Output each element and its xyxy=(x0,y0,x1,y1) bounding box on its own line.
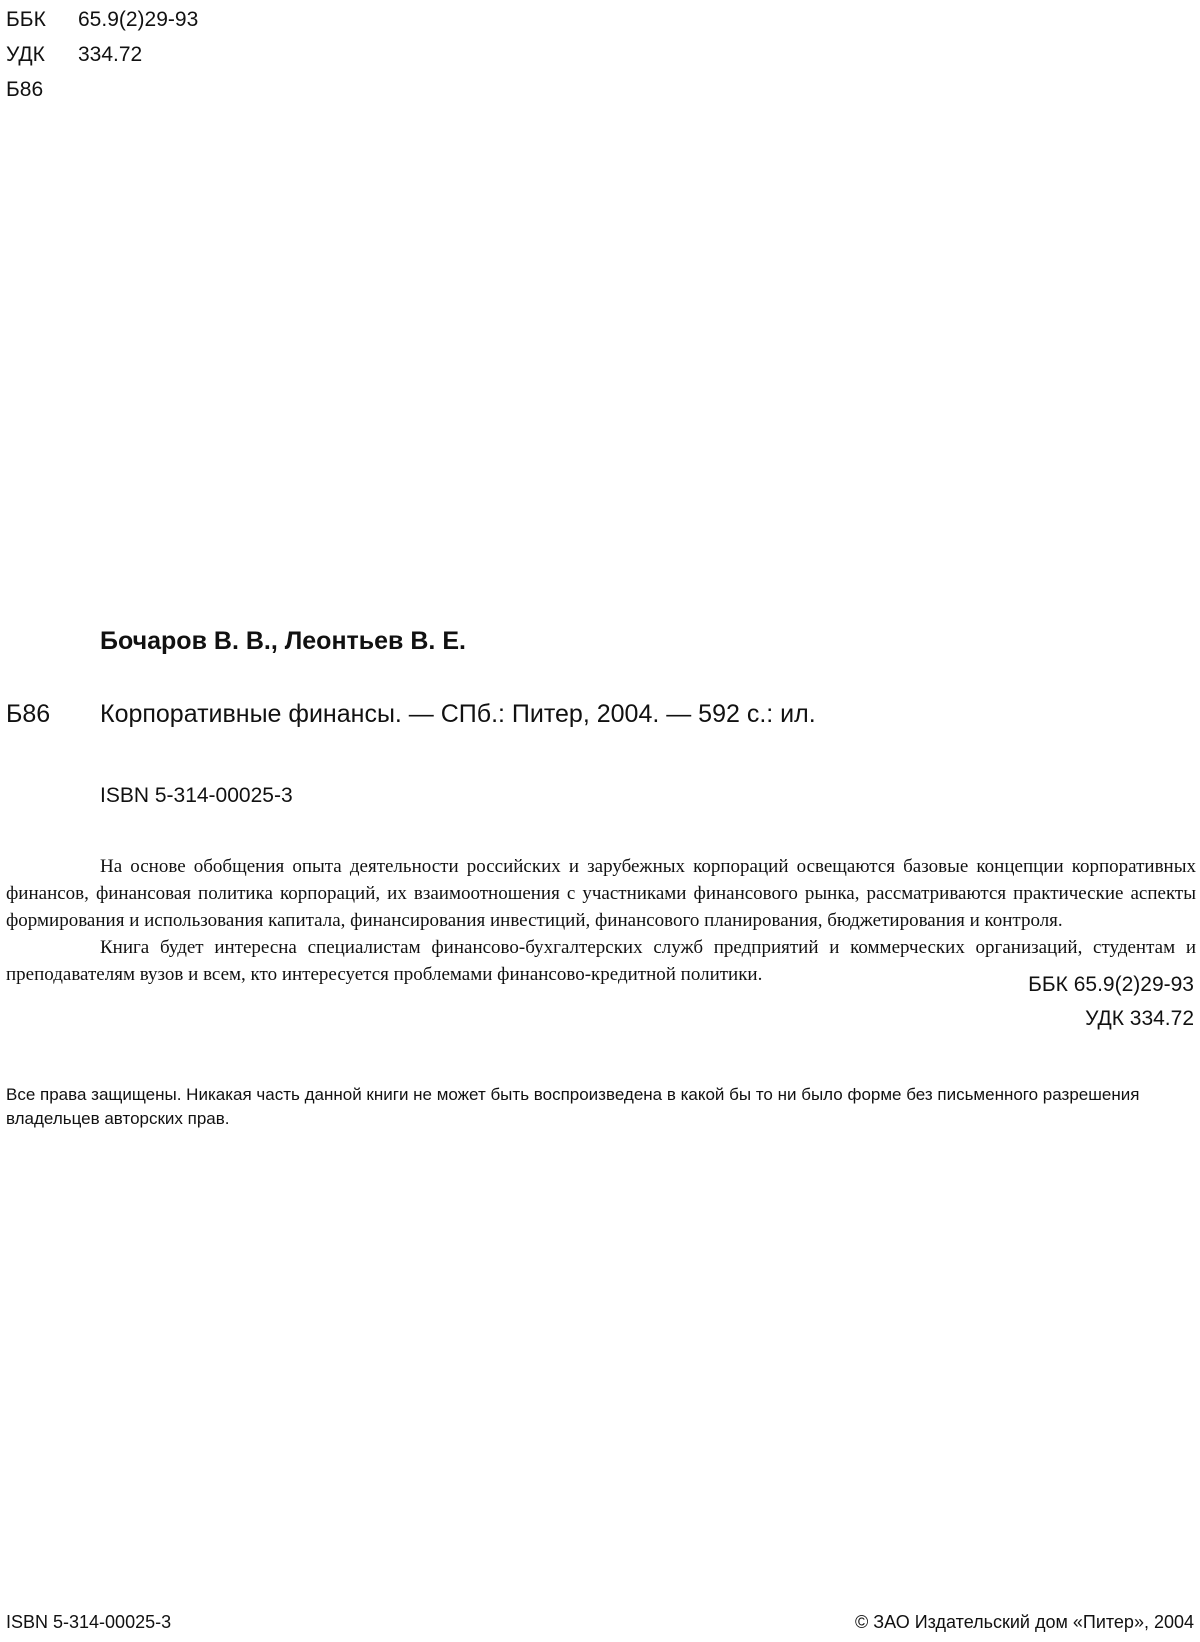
udk-right: УДК 334.72 xyxy=(1085,1007,1194,1030)
udk-row xyxy=(6,37,198,72)
classification-right xyxy=(1028,968,1194,1036)
udk-label: УДК xyxy=(6,43,45,66)
rights-notice: Все права защищены. Никакая часть данной книги не может быть воспроизведена в какой бы то ни было форме без письменного разрешения владельцев авторских прав. xyxy=(6,1085,1140,1128)
bbk-label: ББК xyxy=(6,8,46,31)
isbn-line: ISBN 5-314-00025-3 xyxy=(100,784,293,807)
bbk-row xyxy=(6,2,198,37)
bbk-right: ББК 65.9(2)29-93 xyxy=(1028,973,1194,996)
udk-value: 334.72 xyxy=(78,43,143,66)
bibliographic-description: Корпоративные финансы. — СПб.: Питер, 2004. — 592 с.: ил. xyxy=(100,700,816,728)
footer xyxy=(6,1612,1194,1633)
classification-top xyxy=(6,2,198,107)
annotation-paragraph: Книга будет интересна специалистам финансово-бухгалтерских служб предприятий и коммерческих организаций, студентам и преподавателям вузов и всем, кто интересуется проблемами финансово-кредитной политики. xyxy=(6,937,1196,985)
entry-author-mark: Б86 xyxy=(6,700,51,728)
bibliographic-entry xyxy=(6,700,816,729)
annotation xyxy=(6,853,1196,988)
author-mark: Б86 xyxy=(6,78,44,101)
footer-copyright: © ЗАО Издательский дом «Питер», 2004 xyxy=(855,1612,1194,1632)
bbk-value: 65.9(2)29-93 xyxy=(78,8,199,31)
authors: Бочаров В. В., Леонтьев В. Е. xyxy=(100,627,466,655)
annotation-paragraph: На основе обобщения опыта деятельности российских и зарубежных корпораций освещаются базовые концепции корпоративных финансов, финансовая политика корпораций, их взаимоотношения с участниками финансового рынка, рассматриваются практические аспекты формирования и использования капитала, финансирования инвестиций, финансового планирования, бюджетирования и контроля. xyxy=(6,856,1196,931)
footer-isbn: ISBN 5-314-00025-3 xyxy=(6,1612,172,1632)
